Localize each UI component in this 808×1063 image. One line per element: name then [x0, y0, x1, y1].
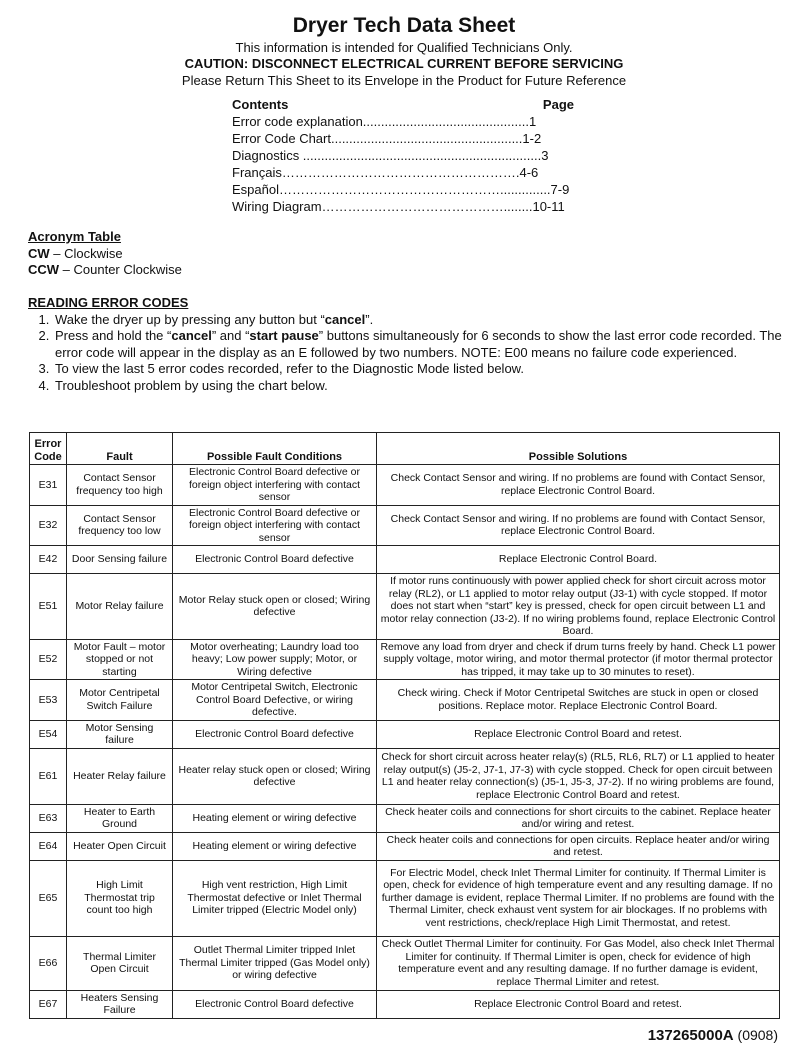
acronym-item — [28, 246, 182, 263]
fault-cell: Motor Sensing failure — [67, 720, 173, 748]
error-code-cell: E61 — [30, 748, 67, 804]
header-solutions: Possible Solutions — [377, 433, 780, 465]
header-conditions: Possible Fault Conditions — [173, 433, 377, 465]
acronym-table — [28, 229, 182, 279]
reading-step-2: 2. Press and hold the “cancel” and “start pause” buttons simultaneously for 6 seconds to show the last error code recorded. The error code will appear in the display as an E followed by two numbers. NOTE: E00 means no failure code experienced. — [53, 328, 788, 361]
solutions-cell: Check Contact Sensor and wiring. If no problems are found with Contact Sensor, replace Electronic Control Board. — [377, 465, 780, 506]
error-code-cell: E31 — [30, 465, 67, 506]
error-code-cell: E54 — [30, 720, 67, 748]
fault-cell: Contact Sensor frequency too low — [67, 505, 173, 546]
table-row — [30, 465, 780, 506]
table-row — [30, 720, 780, 748]
table-row — [30, 860, 780, 936]
conditions-cell: Electronic Control Board defective — [173, 546, 377, 574]
page-title: Dryer Tech Data Sheet — [292, 14, 516, 37]
table-row — [30, 804, 780, 832]
solutions-cell: Check for short circuit across heater relay(s) (RL5, RL6, RL7) or L1 applied to heater relay output(s) (J5-2, J7-1, J7-3) with cycle stopped. Check for open circuit between L1 and heater relay connection(s) (J5-1, J5-3, J7-2). If no wiring problems are found, replace Electronic Control Board and retest. — [377, 748, 780, 804]
solutions-cell: For Electric Model, check Inlet Thermal Limiter for continuity. If Thermal Limiter is open, check for evidence of high temperature event and any resulting damage. If no further damage is evident, replace Thermal Limiter. If no problems are found with the Thermal Limiter, check exhaust vent system for air blockages. If no problems with vent restrictions, check/replace High Limit Thermostat, and retest. — [377, 860, 780, 936]
table-row — [30, 748, 780, 804]
acronym-abbr: CCW — [28, 262, 60, 277]
contents-item: Français……………………………………………….4-6 — [232, 165, 539, 180]
table-row — [30, 990, 780, 1018]
fault-cell: Door Sensing failure — [67, 546, 173, 574]
conditions-cell: Outlet Thermal Limiter tripped Inlet Thermal Limiter tripped (Gas Model only) or wiring defective — [173, 936, 377, 990]
contents-item: Error Code Chart.....................................................1-2 — [232, 131, 542, 146]
reading-heading: READING ERROR CODES — [28, 295, 189, 310]
header-error-code: Error Code — [30, 433, 67, 465]
conditions-cell: Motor overheating; Laundry load too heavy; Low power supply; Motor, or Wiring defective — [173, 639, 377, 680]
conditions-cell: Heating element or wiring defective — [173, 804, 377, 832]
part-number: 137265000A (0908) — [647, 1027, 778, 1044]
solutions-cell: Check heater coils and connections for short circuits to the cabinet. Replace heater and/or wiring and retest. — [377, 804, 780, 832]
header-fault: Fault — [67, 433, 173, 465]
contents-block — [232, 97, 574, 216]
acronym-meaning: – Clockwise — [49, 245, 123, 261]
caution-text: CAUTION: DISCONNECT ELECTRICAL CURRENT BEFORE SERVICING — [184, 56, 624, 71]
solutions-cell: Check wiring. Check if Motor Centripetal Switches are stuck in open or closed positions. Replace motor. Replace Electronic Control Board. — [377, 680, 780, 721]
error-code-cell: E42 — [30, 546, 67, 574]
fault-cell: Motor Fault – motor stopped or not starting — [67, 639, 173, 680]
solutions-cell: Replace Electronic Control Board and retest. — [377, 990, 780, 1018]
fault-cell: Thermal Limiter Open Circuit — [67, 936, 173, 990]
fault-cell: High Limit Thermostat trip count too high — [67, 860, 173, 936]
error-table-body — [30, 465, 780, 1019]
fault-cell: Motor Centripetal Switch Failure — [67, 680, 173, 721]
contents-item: Wiring Diagram……………………………………........10-11 — [232, 199, 565, 214]
table-row — [30, 574, 780, 640]
conditions-cell: Electronic Control Board defective or foreign object interfering with contact sensor — [173, 505, 377, 546]
contents-heading: Contents — [232, 97, 289, 112]
table-row — [30, 936, 780, 990]
fault-cell: Heater Open Circuit — [67, 832, 173, 860]
acronym-heading: Acronym Table — [28, 229, 121, 244]
conditions-cell: Heater relay stuck open or closed; Wiring defective — [173, 748, 377, 804]
error-code-cell: E51 — [30, 574, 67, 640]
reading-step-1: 1. Wake the dryer up by pressing any button but “cancel”. — [53, 312, 788, 329]
table-row — [30, 505, 780, 546]
fault-cell: Contact Sensor frequency too high — [67, 465, 173, 506]
table-row — [30, 546, 780, 574]
contents-page-heading: Page — [542, 97, 574, 112]
table-row — [30, 680, 780, 721]
return-sheet-text: Please Return This Sheet to its Envelope in the Product for Future Reference — [181, 73, 627, 88]
reading-step-4: 4. Troubleshoot problem by using the chart below. — [53, 378, 788, 395]
fault-cell: Heaters Sensing Failure — [67, 990, 173, 1018]
solutions-cell: Remove any load from dryer and check if drum turns freely by hand. Check L1 power supply voltage, motor wiring, and motor thermal protector (if motor thermal protector has tripped, it may take up to 30 minutes to reset). — [377, 639, 780, 680]
table-row — [30, 832, 780, 860]
table-row — [30, 639, 780, 680]
reading-step-3: 3. To view the last 5 error codes recorded, refer to the Diagnostic Mode listed below. — [53, 361, 788, 378]
contents-item: Español……………………………………………..............7-9 — [232, 182, 570, 197]
error-code-table — [29, 432, 780, 1019]
error-code-cell: E67 — [30, 990, 67, 1018]
conditions-cell: Electronic Control Board defective or foreign object interfering with contact sensor — [173, 465, 377, 506]
solutions-cell: Check heater coils and connections for open circuits. Replace heater and/or wiring and retest. — [377, 832, 780, 860]
reading-error-codes — [28, 295, 788, 394]
conditions-cell: Electronic Control Board defective — [173, 990, 377, 1018]
error-code-cell: E52 — [30, 639, 67, 680]
fault-cell: Motor Relay failure — [67, 574, 173, 640]
error-code-cell: E53 — [30, 680, 67, 721]
contents-item: Error code explanation..............................................1 — [232, 114, 537, 129]
reading-steps — [28, 312, 788, 395]
conditions-cell: Motor Centripetal Switch, Electronic Control Board Defective, or wiring defective. — [173, 680, 377, 721]
acronym-meaning: – Counter Clockwise — [59, 262, 182, 277]
conditions-cell: High vent restriction, High Limit Thermostat defective or Inlet Thermal Limiter tripped (Electric Model only) — [173, 860, 377, 936]
error-code-cell: E66 — [30, 936, 67, 990]
solutions-cell: Replace Electronic Control Board. — [377, 546, 780, 574]
conditions-cell: Motor Relay stuck open or closed; Wiring defective — [173, 574, 377, 640]
error-code-cell: E32 — [30, 505, 67, 546]
solutions-cell: Check Outlet Thermal Limiter for continuity. For Gas Model, also check Inlet Thermal Limiter for continuity. If Thermal Limiter is open, check for evidence of high temperature event and any resulting damage. If no further damage is evident, replace Thermal Limiter and retest. — [377, 936, 780, 990]
solutions-cell: If motor runs continuously with power applied check for short circuit across motor relay (RL2), or L1 applied to motor relay output (J3-1) with cycle stopped. If motor does not start when “start” key is pressed, check for open circuit between L1 and motor relay connection (J3-2). If no wiring problems found, replace Electronic Control Board. — [377, 574, 780, 640]
error-code-cell: E63 — [30, 804, 67, 832]
error-code-cell: E65 — [30, 860, 67, 936]
intended-for-text: This information is intended for Qualified Technicians Only. — [235, 40, 573, 55]
contents-item: Diagnostics ..................................................................3 — [232, 148, 549, 163]
conditions-cell: Electronic Control Board defective — [173, 720, 377, 748]
acronym-abbr: CW — [28, 245, 50, 261]
solutions-cell: Replace Electronic Control Board and retest. — [377, 720, 780, 748]
fault-cell: Heater Relay failure — [67, 748, 173, 804]
error-code-cell: E64 — [30, 832, 67, 860]
fault-cell: Heater to Earth Ground — [67, 804, 173, 832]
conditions-cell: Heating element or wiring defective — [173, 832, 377, 860]
solutions-cell: Check Contact Sensor and wiring. If no problems are found with Contact Sensor, replace Electronic Control Board. — [377, 505, 780, 546]
acronym-item — [28, 262, 182, 279]
